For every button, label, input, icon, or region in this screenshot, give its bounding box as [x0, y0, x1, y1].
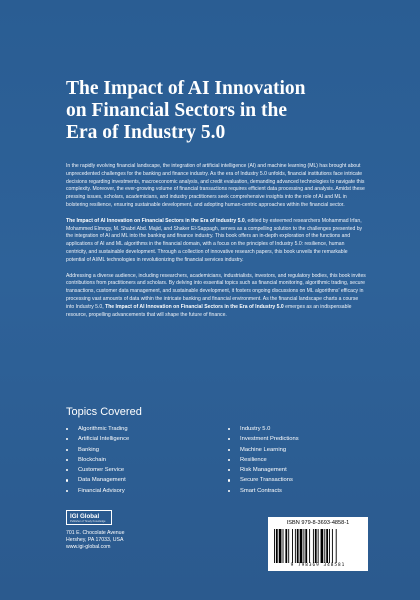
book-title [66, 78, 366, 144]
barcode-bar [332, 529, 333, 563]
topics-heading: Topics Covered [66, 406, 142, 418]
topic-item: Artificial Intelligence [66, 434, 129, 444]
barcode-bar [276, 529, 278, 563]
address-line: Hershey, PA 17033, USA [66, 537, 124, 543]
barcode-bar [300, 529, 303, 563]
barcode-bar [283, 529, 284, 563]
isbn-label: ISBN 979-8-3693-4858-1 [286, 520, 350, 526]
barcode-bar [279, 529, 282, 563]
barcode-bar [297, 529, 299, 563]
topic-item: Machine Learning [228, 445, 299, 455]
topic-item: Industry 5.0 [228, 424, 299, 434]
topic-item: Resilience [228, 455, 299, 465]
topics-list-right [228, 424, 299, 496]
address-line: 701 E. Chocolate Avenue [66, 530, 125, 536]
topic-item: Smart Contracts [228, 486, 299, 496]
title-line: on Financial Sectors in the [66, 100, 288, 121]
topic-item: Algorithmic Trading [66, 424, 129, 434]
barcode-graphic [272, 529, 364, 563]
barcode-bar [313, 529, 314, 563]
barcode-bar [292, 529, 293, 563]
publisher-logo-name: IGI Global [70, 512, 100, 520]
description-paragraph [66, 218, 366, 265]
topic-item: Banking [66, 445, 129, 455]
publisher-logo-tagline: Publisher of Timely Knowledge [70, 519, 106, 523]
description-text: Addressing a diverse audience, including researchers, academicians, industrialists, investors, and regulatory bodies, this book invites contributions from practitioners and scholars. By delving into essential topics such as financial monitoring, algorithmic trading, secure transactions, customer data management, and sustainable development, it fosters ongoing discussions on ML algorithms' efficacy in processing vast amounts of data within the intricate banking and financial environment. As the financial landscape charts a course into Industry 5.0, [66, 272, 366, 310]
barcode-bar [305, 529, 307, 563]
description-text: , edited by esteemed researchers Mohammad Irfan, Mohammed Elmogy, M. Shabri Abd. Majid, and Shaker El-Sappagh, serves as a compelling solution to the challenges presented by the integration of AI and ML into the banking and finance industry. This book offers an in-depth exploration of the functions and applications of AI and ML algorithms in the financial domain, with a focus on the principles of Industry 5.0: resilience, human centricity, and sustainable development. Through a collection of innovative research papers, this book unveils the remarkable potential of AI/ML technologies in revolutionizing the financial services industry. [66, 217, 363, 263]
description-paragraph: In the rapidly evolving financial landscape, the integration of artificial intelligence (AI) and machine learning (ML) has brought about unprecedented challenges for the banking and finance industry. As the era of Industry 5.0 unfolds, financial institutions face intricate decisions regarding investments, macroeconomic analysis, and credit evaluation, demanding advanced technologies to navigate this complexity. Moreover, the ever-growing volume of financial transactions requires efficient data processing and analysis. Amidst these pressing issues, scholars, academicians, and industry practitioners seek comprehensive insights into the role of AI and ML in bolstering resilience, ensuring sustainable development, and adopting human-centric approaches within the financial sector. [66, 163, 365, 208]
barcode-bar [295, 529, 296, 563]
title-line: The Impact of AI Innovation [66, 78, 306, 99]
title-line: Era of Industry 5.0 [66, 122, 226, 143]
topic-item: Blockchain [66, 455, 129, 465]
topic-item: Risk Management [228, 465, 299, 475]
barcode-bar [288, 529, 289, 563]
barcode-bar [326, 529, 328, 563]
topic-item: Customer Service [66, 465, 129, 475]
publisher-address [66, 530, 124, 551]
barcode-bar [285, 529, 287, 563]
description-text: emerges as an indispensable resource, propelling advancements that will shape the future of finance. [66, 303, 352, 318]
barcode-number: 9 798369 348581 [290, 563, 346, 568]
topic-item: Investment Predictions [228, 434, 299, 444]
barcode-bar [329, 529, 330, 563]
barcode-bar [318, 529, 319, 563]
topics-list-left [66, 424, 129, 496]
topic-item: Secure Transactions [228, 475, 299, 485]
publisher-website: www.igi-global.com [66, 544, 111, 550]
publisher-logo [66, 510, 112, 525]
barcode-bar [315, 529, 317, 563]
isbn-barcode-box [268, 517, 368, 571]
barcode-bar [336, 529, 337, 563]
book-title-emphasis: The Impact of AI Innovation on Financial Sectors in the Era of Industry 5.0 [105, 303, 284, 310]
barcode-bar [274, 529, 275, 563]
barcode-bar [309, 529, 310, 563]
barcode-bar [303, 529, 304, 563]
book-title-emphasis: The Impact of AI Innovation on Financial Sectors in the Era of Industry 5.0 [66, 217, 245, 224]
topic-item: Data Management [66, 475, 129, 485]
topic-item: Financial Advisory [66, 486, 129, 496]
description-paragraph [66, 273, 366, 320]
barcode-bar [324, 529, 325, 563]
book-description [66, 163, 366, 327]
barcode-bar [321, 529, 324, 563]
